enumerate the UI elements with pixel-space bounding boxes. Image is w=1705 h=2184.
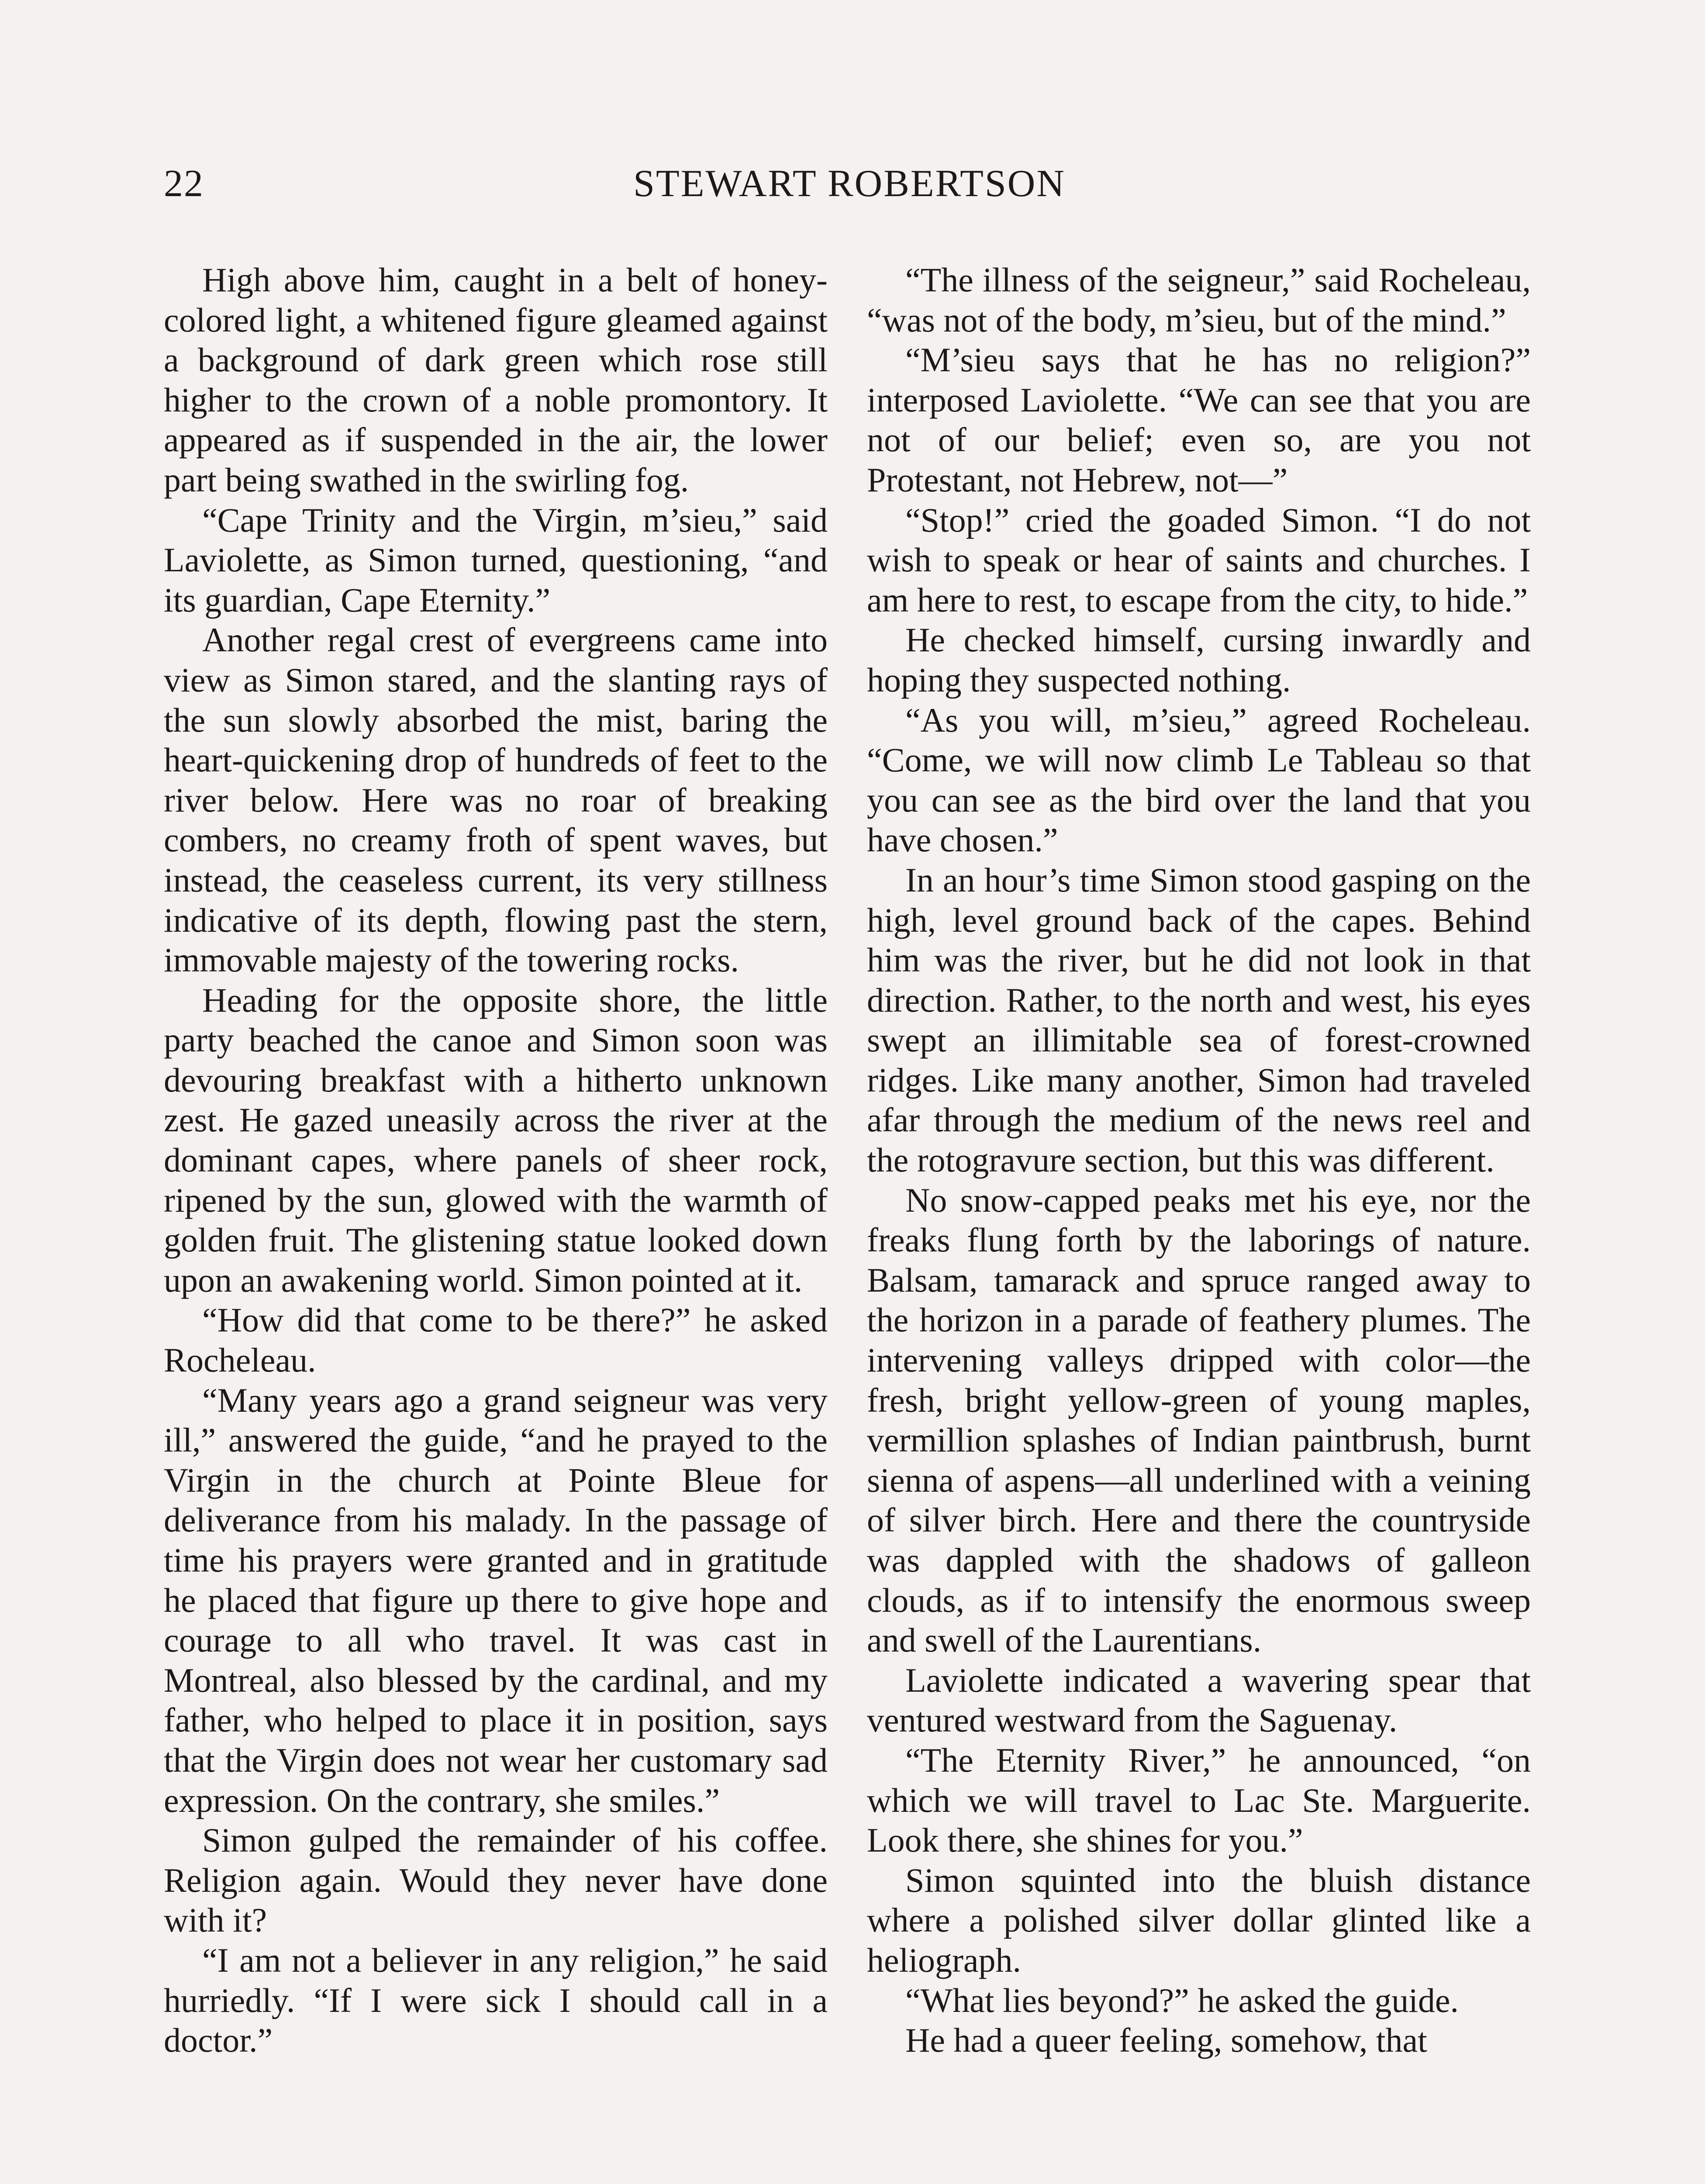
paragraph: “The illness of the seigneur,” said Rocheleau, “was not of the body, m’sieu, but of the mind.” [867,261,1531,339]
page-header [164,162,1535,227]
paragraph: “As you will, m’sieu,” agreed Rocheleau. “Come, we will now climb Le Tableau so that you can see as the bird over the land that you have chosen.” [867,701,1531,859]
paragraph: “Cape Trinity and the Virgin, m’sieu,” said Laviolette, as Simon turned, questioning, “and its guardian, Cape Eternity.” [164,501,828,619]
paragraph: “What lies beyond?” he asked the guide. [905,1981,1459,2019]
paragraph: Laviolette indicated a wavering spear that ventured westward from the Saguenay. [867,1661,1531,1739]
paragraph: High above him, caught in a belt of honey-colored light, a whitened figure gleamed against a background of dark green which rose still higher to the crown of a noble promontory. It appeared as if suspended in the air, the lower part being swathed in the swirling fog. [164,261,828,499]
running-head: STEWART ROBERTSON [633,162,1066,205]
paragraph: In an hour’s time Simon stood gasping on the high, level ground back of the capes. Behind him was the river, but he did not look in that direction. Rather, to the north and west, his eyes swept an illimitable sea of forest-crowned ridges. Like many another, Simon had traveled afar through the medium of the news reel and the rotogravure section, but this was different. [867,860,1531,1179]
paragraph: Simon squinted into the bluish distance where a polished silver dollar glinted like a heliograph. [867,1861,1531,1979]
paragraph: Simon gulped the remainder of his coffee. Religion again. Would they never have done with it? [164,1821,828,1939]
paragraph: He checked himself, cursing inwardly and hoping they suspected nothing. [867,621,1531,699]
paragraph: “How did that come to be there?” he asked Rocheleau. [164,1301,828,1379]
paragraph: “The Eternity River,” he announced, “on which we will travel to Lac Ste. Marguerite. Look there, she shines for you.” [867,1741,1531,1859]
paragraph: “Stop!” cried the goaded Simon. “I do not wish to speak or hear of saints and churches. I am here to rest, to escape from the city, to hide.” [867,501,1531,619]
paragraph: “I am not a believer in any religion,” he said hurriedly. “If I were sick I should call in a doctor.” [164,1941,828,2060]
paragraph: “Many years ago a grand seigneur was very ill,” answered the guide, “and he prayed to the Virgin in the church at Pointe Bleue for deliverance from his malady. In the passage of time his prayers were granted and in gratitude he placed that figure up there to give hope and courage to all who travel. It was cast in Montreal, also blessed by the cardinal, and my father, who helped to place it in position, says that the Virgin does not wear her customary sad expression. On the contrary, she smiles.” [164,1381,828,1819]
paragraph: Another regal crest of evergreens came into view as Simon stared, and the slanting rays of the sun slowly absorbed the mist, baring the heart-quickening drop of hundreds of feet to the river below. Here was no roar of breaking combers, no creamy froth of spent waves, but instead, the ceaseless current, its very stillness indicative of its depth, flowing past the stern, immovable majesty of the towering rocks. [164,621,828,979]
paragraph: “M’sieu says that he has no religion?” interposed Laviolette. “We can see that you are not of our belief; even so, are you not Protestant, not Hebrew, not—” [867,341,1531,499]
left-column [164,260,828,2060]
paragraph: Heading for the opposite shore, the little party beached the canoe and Simon soon was devouring breakfast with a hitherto unknown zest. He gazed uneasily across the river at the dominant capes, where panels of sheer rock, ripened by the sun, glowed with the warmth of golden fruit. The glistening statue looked down upon an awakening world. Simon pointed at it. [164,981,828,1299]
paragraph: He had a queer feeling, somehow, that [905,2021,1427,2060]
right-column [867,260,1531,2060]
paragraph: No snow-capped peaks met his eye, nor the freaks flung forth by the laborings of nature. Balsam, tamarack and spruce ranged away to the horizon in a parade of feathery plumes. The intervening valleys dripped with color—the fresh, bright yellow-green of young maples, vermillion splashes of Indian paintbrush, burnt sienna of aspens—all underlined with a veining of silver birch. Here and there the countryside was dappled with the shadows of galleon clouds, as if to intensify the enormous sweep and swell of the Laurentians. [867,1181,1531,1659]
page-number: 22 [164,162,204,205]
